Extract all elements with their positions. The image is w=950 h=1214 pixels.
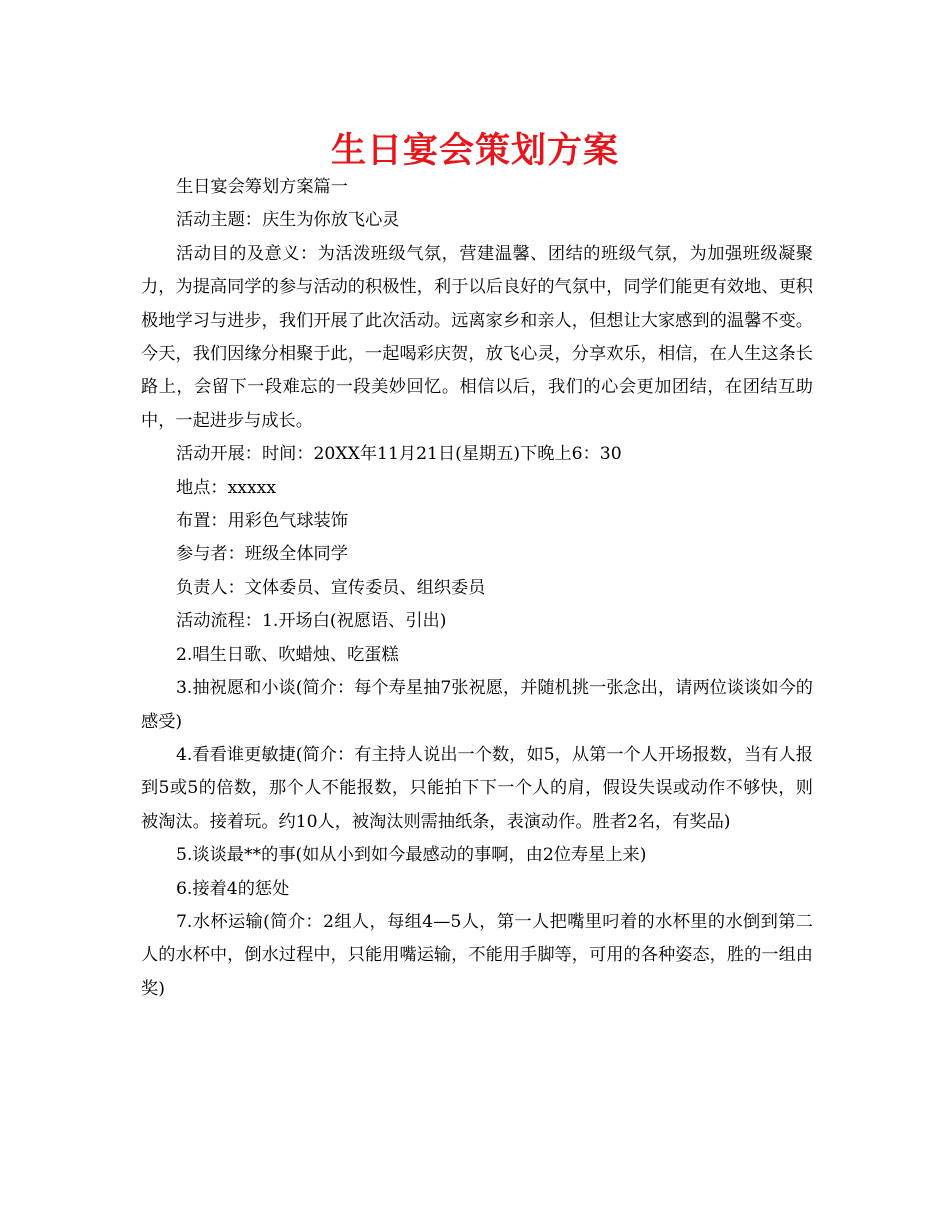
paragraph-decoration: 布置：用彩色气球装饰	[176, 511, 348, 532]
paragraph-organizers: 负责人：文体委员、宣传委员、组织委员	[176, 577, 486, 598]
paragraph-flow-6: 6.接着4的惩处	[176, 878, 290, 899]
paragraph-flow-3: 3.抽祝愿和小谈(简介：每个寿星抽7张祝愿，并随机挑一张念出，请两位谈谈如今的感受)	[141, 678, 813, 732]
paragraph-flow-5: 5.谈谈最**的事(如从小到如今最感动的事啊，由2位寿星上来)	[176, 845, 647, 866]
paragraph-theme: 活动主题：庆生为你放飞心灵	[176, 210, 400, 231]
paragraph-flow-1: 活动流程：1.开场白(祝愿语、引出)	[176, 611, 447, 632]
paragraph-flow-7: 7.水杯运输(简介：2组人，每组4—5人，第一人把嘴里叼着的水杯里的水倒到第二人的水杯中，倒水过程中，只能用嘴运输，不能用手脚等，可用的各种姿态，胜的一组由奖)	[141, 911, 813, 999]
paragraph-participants: 参与者：班级全体同学	[176, 544, 348, 565]
document-body	[141, 171, 813, 1006]
paragraph-flow-4: 4.看看谁更敏捷(简介：有主持人说出一个数，如5，从第一个人开场报数，当有人报到5或5的倍数，那个人不能报数，只能拍下下一个人的肩，假设失误或动作不够快，则被淘汰。接着玩。约10人，被淘汰则需抽纸条，表演动作。胜者2名，有奖品)	[141, 744, 813, 832]
paragraph-purpose: 活动目的及意义：为活泼班级气氛，营建温馨、团结的班级气氛，为加强班级凝聚力，为提高同学的参与活动的积极性，利于以后良好的气氛中，同学们能更有效地、更积极地学习与进步，我们开展了此次活动。远离家乡和亲人，但想让大家感到的温馨不变。今天，我们因缘分相聚于此，一起喝彩庆贺，放飞心灵，分享欢乐，相信，在人生这条长路上，会留下一段难忘的一段美妙回忆。相信以后，我们的心会更加团结，在团结互助中，一起进步与成长。	[141, 243, 813, 431]
document-title: 生日宴会策划方案	[330, 131, 619, 171]
paragraph-time: 活动开展：时间：20XX年11月21日(星期五)下晚上6：30	[176, 444, 622, 465]
paragraph-location: 地点：xxxxx	[176, 477, 277, 498]
paragraph-section-heading: 生日宴会筹划方案篇一	[176, 177, 348, 197]
paragraph-flow-2: 2.唱生日歌、吹蜡烛、吃蛋糕	[176, 644, 399, 665]
